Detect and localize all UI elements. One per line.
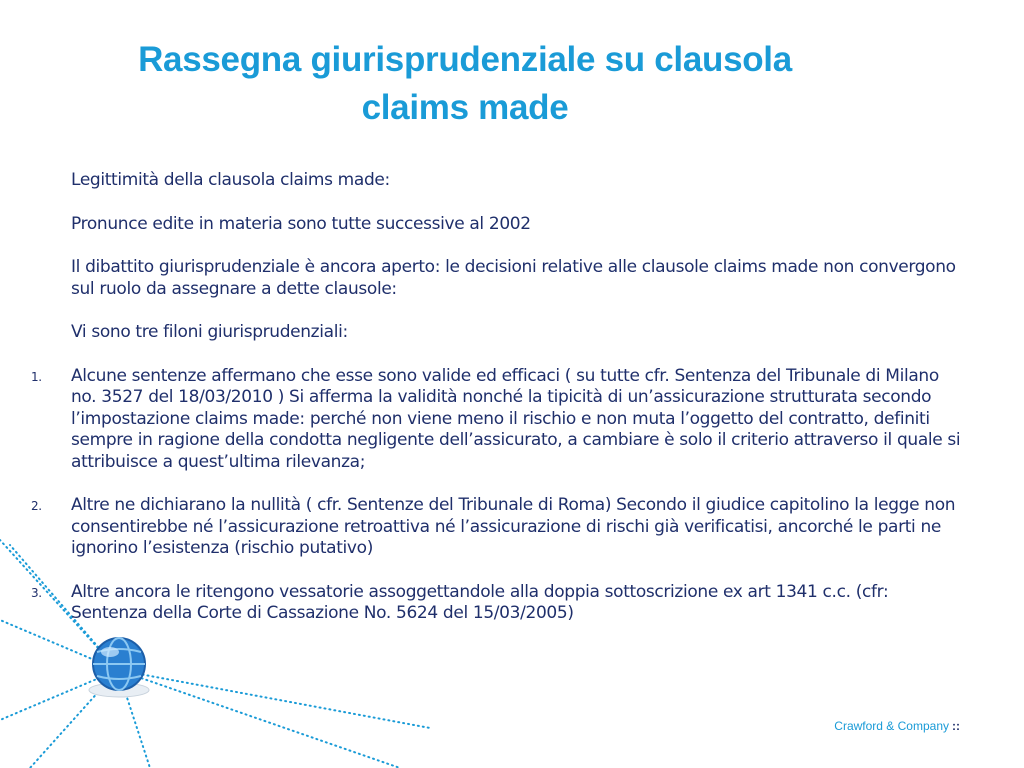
list-item [31, 581, 961, 625]
list-item-text: Alcune sentenze affermano che esse sono valide ed efficaci ( su tutte cfr. Sentenza del Tribunale di Milano no. 3527 del 18/03/2010 ) Si afferma la validità nonché la tipicità di un’assicurazione strutturata secondo l’impostazione claims made: perché non viene meno il rischio e non muta l’oggetto del contratto, definiti sempre in ragione della condotta negligente dell’assicurato, a cambiare è solo il criterio attraverso il quale si attribuisce a quest’ultima rilevanza; [71, 365, 961, 472]
paragraph-legittimita: Legittimità della clausola claims made: [71, 170, 390, 190]
list-item-number: 1. [31, 369, 42, 384]
footer-company-name: Crawford & Company [834, 719, 949, 733]
list-item-number: 3. [31, 585, 42, 600]
list-item-text: Altre ne dichiarano la nullità ( cfr. Sentenze del Tribunale di Roma) Secondo il giudice capitolino la legge non consentirebbe né l’assicurazione retroattiva né l’assicurazione di rischi già verificatisi, ancorché le parti ne ignorino l’esistenza (rischio putativo) [71, 495, 956, 558]
footer-logo-mark: :: [952, 719, 960, 733]
paragraph-filoni: Vi sono tre filoni giurisprudenziali: [71, 322, 348, 342]
slide-title-line-1: Rassegna giurisprudenziale su clausola [138, 40, 792, 79]
slide-title [70, 36, 860, 132]
paragraph-dibattito: Il dibattito giurisprudenziale è ancora aperto: le decisioni relative alle clausole claims made non convergono sul ruolo da assegnare a dette clausole: [71, 257, 956, 299]
list-item-number: 2. [31, 499, 42, 513]
paragraph-pronunce: Pronunce edite in materia sono tutte successive al 2002 [71, 213, 531, 234]
list-item-text: Altre ancora le ritengono vessatorie assoggettandole alla doppia sottoscrizione ex art 1341 c.c. (cfr: Sentenza della Corte di Cassazione No. 5624 del 15/03/2005) [71, 581, 889, 623]
slide-title-line-2: claims made [361, 88, 569, 127]
footer-company [834, 719, 960, 733]
list-item [31, 495, 961, 560]
slide-body [31, 170, 961, 647]
list-item [31, 365, 961, 474]
